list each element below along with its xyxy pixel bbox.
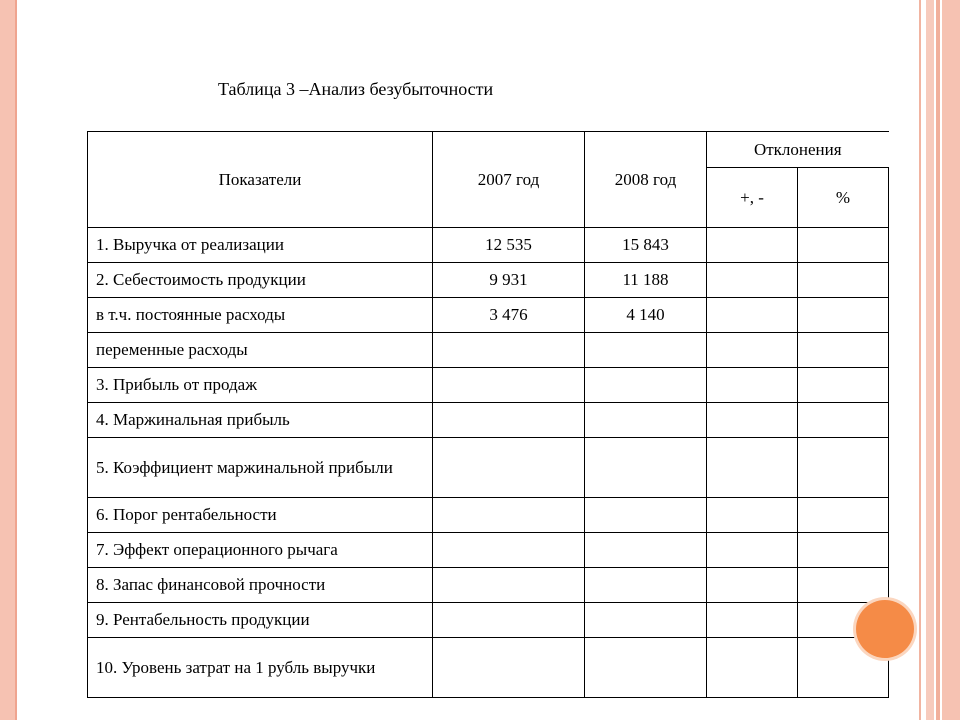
cell-deviation-pct [798, 403, 889, 438]
table-row [88, 438, 889, 498]
cell-deviation-abs [707, 603, 798, 638]
cell-2007 [433, 568, 585, 603]
table-row [88, 333, 889, 368]
cell-2007 [433, 638, 585, 698]
row-label: в т.ч. постоянные расходы [88, 298, 433, 333]
row-label: 2. Себестоимость продукции [88, 263, 433, 298]
cell-2007 [433, 533, 585, 568]
row-label: 4. Маржинальная прибыль [88, 403, 433, 438]
cell-deviation-abs [707, 638, 798, 698]
cell-2007: 3 476 [433, 298, 585, 333]
cell-deviation-abs [707, 438, 798, 498]
cell-deviation-abs [707, 368, 798, 403]
cell-deviation-pct [798, 263, 889, 298]
cell-deviation-pct [798, 568, 889, 603]
cell-deviation-abs [707, 298, 798, 333]
cell-2007 [433, 438, 585, 498]
table-row [88, 533, 889, 568]
cell-2008 [585, 603, 707, 638]
cell-2007 [433, 498, 585, 533]
row-label: 9. Рентабельность продукции [88, 603, 433, 638]
cell-2008: 15 843 [585, 228, 707, 263]
cell-deviation-pct [798, 298, 889, 333]
header-2007: 2007 год [433, 132, 585, 228]
header-deviations: Отклонения [707, 132, 889, 168]
cell-2008 [585, 333, 707, 368]
cell-2008 [585, 568, 707, 603]
table-row [88, 568, 889, 603]
cell-2008 [585, 533, 707, 568]
cell-2008: 11 188 [585, 263, 707, 298]
cell-2007 [433, 333, 585, 368]
cell-2008: 4 140 [585, 298, 707, 333]
table-row [88, 403, 889, 438]
header-deviation-abs: +, - [707, 168, 798, 228]
table-row [88, 263, 889, 298]
cell-deviation-abs [707, 263, 798, 298]
slide-frame-right-stripe [919, 0, 921, 720]
header-2008: 2008 год [585, 132, 707, 228]
row-label: 5. Коэффициент маржинальной прибыли [88, 438, 433, 498]
row-label: переменные расходы [88, 333, 433, 368]
row-label: 6. Порог рентабельности [88, 498, 433, 533]
header-indicators: Показатели [88, 132, 433, 228]
row-label: 1. Выручка от реализации [88, 228, 433, 263]
slide-frame-right-stripe [926, 0, 934, 720]
cell-2008 [585, 403, 707, 438]
cell-deviation-pct [798, 533, 889, 568]
table-row [88, 298, 889, 333]
slide-frame-right-stripe [942, 0, 960, 720]
cell-deviation-abs [707, 228, 798, 263]
cell-deviation-abs [707, 333, 798, 368]
table-row [88, 228, 889, 263]
cell-deviation-pct [798, 498, 889, 533]
cell-deviation-pct [798, 438, 889, 498]
breakeven-table [87, 131, 889, 698]
cell-2007: 9 931 [433, 263, 585, 298]
cell-deviation-pct [798, 368, 889, 403]
cell-deviation-pct [798, 333, 889, 368]
row-label: 3. Прибыль от продаж [88, 368, 433, 403]
cell-2007 [433, 603, 585, 638]
row-label: 7. Эффект операционного рычага [88, 533, 433, 568]
table-caption: Таблица 3 –Анализ безубыточности [218, 79, 494, 99]
cell-deviation-abs [707, 403, 798, 438]
slide-frame-left [0, 0, 17, 720]
row-label: 8. Запас финансовой прочности [88, 568, 433, 603]
cell-2007 [433, 368, 585, 403]
decorative-circle-icon [856, 600, 914, 658]
table-row [88, 603, 889, 638]
cell-deviation-abs [707, 568, 798, 603]
slide-frame-right-stripe [936, 0, 940, 720]
cell-2008 [585, 638, 707, 698]
table-body [88, 228, 889, 698]
cell-2007 [433, 403, 585, 438]
cell-2008 [585, 498, 707, 533]
table-row [88, 368, 889, 403]
row-label: 10. Уровень затрат на 1 рубль выручки [88, 638, 433, 698]
table-row [88, 638, 889, 698]
cell-deviation-abs [707, 533, 798, 568]
cell-2007: 12 535 [433, 228, 585, 263]
cell-deviation-abs [707, 498, 798, 533]
cell-2008 [585, 368, 707, 403]
cell-2008 [585, 438, 707, 498]
cell-deviation-pct [798, 228, 889, 263]
table-row [88, 498, 889, 533]
header-deviation-pct: % [798, 168, 889, 228]
